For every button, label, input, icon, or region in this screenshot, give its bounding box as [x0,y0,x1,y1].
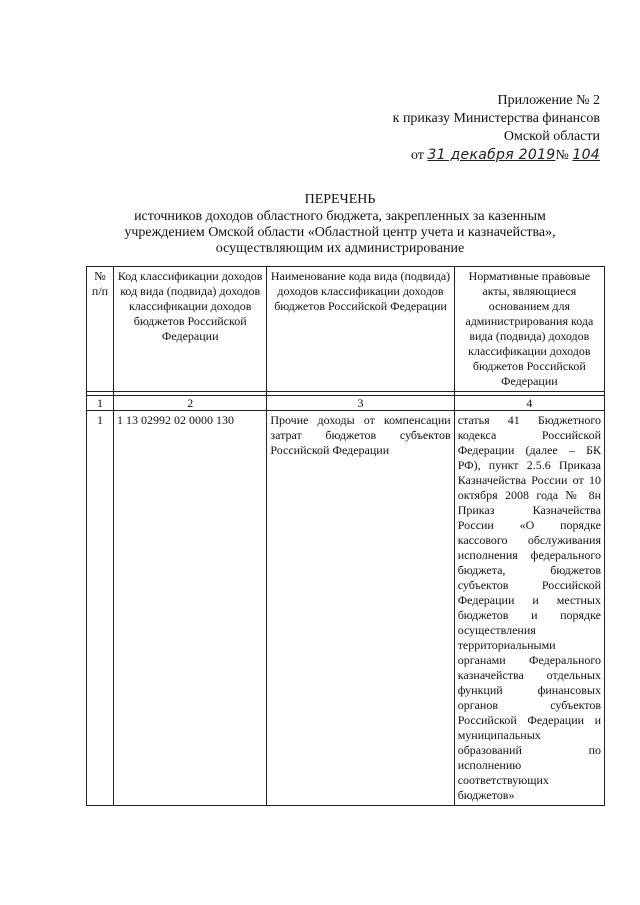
appendix-order-ref: к приказу Министерства финансов [392,111,600,126]
document-heading: ПЕРЕЧЕНЬ [304,192,376,207]
column-number-row [87,396,605,411]
header-code: Код классификации доходов код вида (подвида) доходов классификации доходов бюджетов Российской Федерации [114,267,267,392]
document-title-block [80,192,600,257]
title-line-1: источников доходов областного бюджета, закрепленных за казенным [134,209,546,224]
row-legal-acts: статья 41 Бюджетного кодекса Российской Федерации (далее – БК РФ), пункт 2.5.6 Приказа Казначейства России от 10 октября 2008 года № 8н Приказ Казначейства России «О порядке кассового обслуживания исполнения федерального бюджета, бюджетов субъектов Российской Федерации и местных бюджетов и порядке осуществления территориальными органами Федерального казначейства отдельных функций финансовых органов субъектов Российской Федерации и муниципальных образований по исполнению соответствующих бюджетов» [454,411,604,806]
header-number: № п/п [87,267,114,392]
column-number: 4 [454,396,604,411]
appendix-date-line [393,146,600,165]
column-number: 2 [114,396,267,411]
handwritten-number: 104 [572,147,600,163]
table-row [87,411,605,806]
row-code: 1 13 02992 02 0000 130 [114,411,267,806]
handwritten-date: 31 декабря 2019 [427,147,556,163]
row-name: Прочие доходы от компенсации затрат бюджетов субъектов Российской Федерации [267,411,454,806]
row-number: 1 [87,411,114,806]
revenue-sources-table [86,266,605,806]
column-number: 3 [267,396,454,411]
table-header-row [87,267,605,392]
appendix-block [393,92,600,165]
title-line-3: осуществляющим их администрирование [215,241,465,256]
header-name: Наименование кода вида (подвида) доходов классификации доходов бюджетов Российской Федерации [267,267,454,392]
number-sign: № [555,148,569,163]
appendix-region: Омской области [503,129,600,144]
column-number: 1 [87,396,114,411]
header-legal-acts: Нормативные правовые акты, являющиеся основанием для администрирования кода вида (подвида) доходов классификации доходов бюджетов Российской Федерации [454,267,604,392]
appendix-title: Приложение № 2 [497,93,600,108]
title-line-2: учреждением Омской области «Областной центр учета и казначейства», [124,225,556,240]
date-prefix: от [410,148,424,163]
